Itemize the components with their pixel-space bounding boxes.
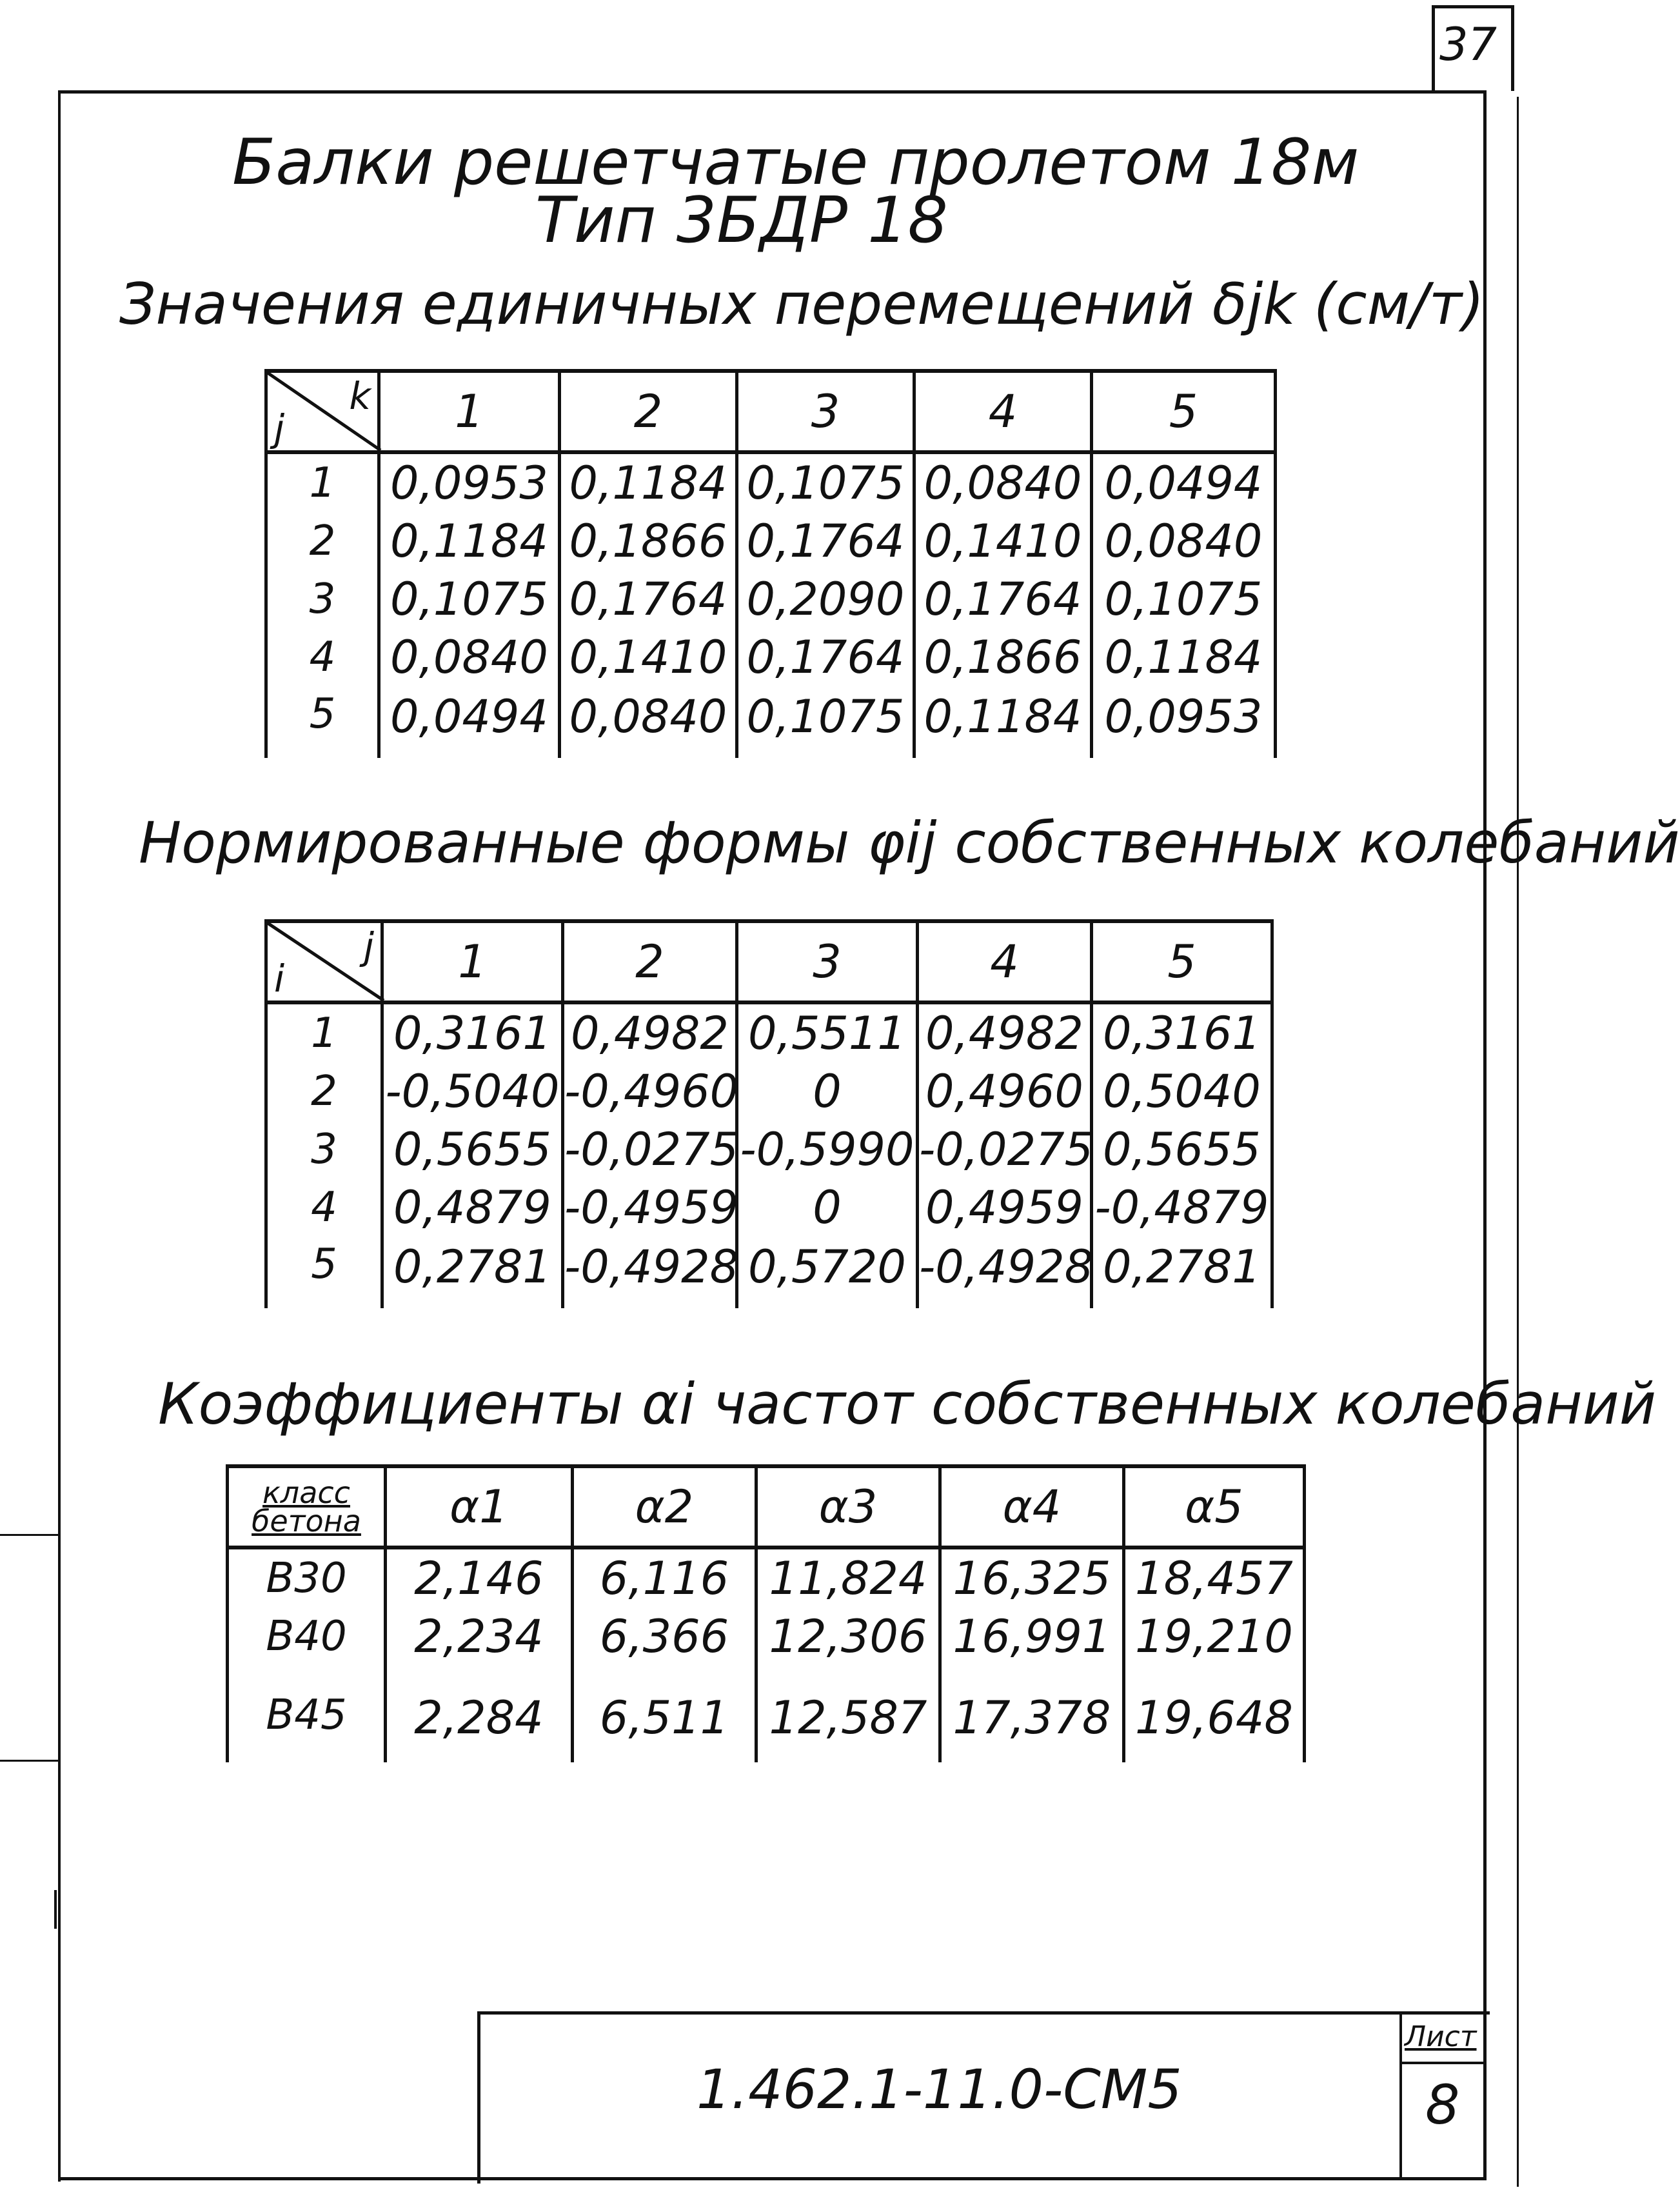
table2-corner-col-label: j <box>363 924 374 968</box>
table1-column-header: 1 <box>379 371 560 452</box>
table2-cell: 0,4982 <box>563 1002 737 1062</box>
table1-row-label: 4 <box>266 628 379 686</box>
table2-corner-cell <box>266 921 382 1002</box>
table-row <box>228 1666 1305 1762</box>
table1-cell: 0,1075 <box>737 686 914 758</box>
table2-cell: -0,0275 <box>563 1120 737 1179</box>
table-row <box>266 1120 1272 1179</box>
table3-cell: 6,366 <box>573 1608 756 1666</box>
table1-cell: 0,1075 <box>1092 570 1276 628</box>
table2-cell: 0,5511 <box>737 1002 918 1062</box>
sheet-label: Лист <box>1405 2020 1477 2053</box>
title-block-sheet-divider <box>1399 2062 1487 2064</box>
table2-cell: 0,4879 <box>382 1179 563 1237</box>
table2-cell: 0,4959 <box>918 1179 1092 1237</box>
table3-cell: 19,648 <box>1124 1666 1305 1762</box>
table3-column-header: α5 <box>1124 1466 1305 1548</box>
table1-cell: 0,1764 <box>914 570 1092 628</box>
concrete-class-header-line1: класс <box>262 1475 350 1510</box>
table2-cell: -0,5990 <box>737 1120 918 1179</box>
sheet-frame-right-edge <box>1483 90 1487 2180</box>
table1-cell: 0,1764 <box>560 570 737 628</box>
table1-column-header: 3 <box>737 371 914 452</box>
table-row <box>266 570 1276 628</box>
table1-row-label: 2 <box>266 512 379 570</box>
table1-cell: 0,1866 <box>914 628 1092 686</box>
table3-column-header: α1 <box>386 1466 573 1548</box>
table2-cell: -0,0275 <box>918 1120 1092 1179</box>
table2-cell: -0,4960 <box>563 1062 737 1120</box>
table1-cell: 0,0494 <box>1092 452 1276 512</box>
table2-column-header: 2 <box>563 921 737 1002</box>
table2-cell: 0,3161 <box>1092 1002 1272 1062</box>
table2-cell: -0,4879 <box>1092 1179 1272 1237</box>
table1-column-header: 4 <box>914 371 1092 452</box>
table3-row-label: В45 <box>228 1666 386 1762</box>
table2-row-label: 5 <box>266 1237 382 1308</box>
table2-cell: 0,2781 <box>1092 1237 1272 1308</box>
table1-corner-row-label: j <box>274 406 285 450</box>
table2-cell: 0,4982 <box>918 1002 1092 1062</box>
table3-cell: 2,234 <box>386 1608 573 1666</box>
table1-cell: 0,0840 <box>1092 512 1276 570</box>
table1-cell: 0,1075 <box>737 452 914 512</box>
page-title: Балки решетчатые пролетом 18м <box>232 126 1359 199</box>
table-row <box>266 628 1276 686</box>
table-row <box>266 1062 1272 1120</box>
table-row <box>266 1179 1272 1237</box>
table3-row-label: В30 <box>228 1548 386 1608</box>
sheet-frame-outer-edge <box>1517 97 1519 2187</box>
table2-cell: -0,4928 <box>918 1237 1092 1308</box>
table3-cell: 6,116 <box>573 1548 756 1608</box>
table1-cell: 0,1184 <box>914 686 1092 758</box>
table1-cell: 0,2090 <box>737 570 914 628</box>
table2-cell: 0,4960 <box>918 1062 1092 1120</box>
table1-cell: 0,0953 <box>379 452 560 512</box>
table1-cell: 0,1764 <box>737 628 914 686</box>
page-number: 37 <box>1439 18 1497 71</box>
table1-cell: 0,1410 <box>914 512 1092 570</box>
table1-row-label: 5 <box>266 686 379 758</box>
table1-row-label: 3 <box>266 570 379 628</box>
table3-column-header: α3 <box>756 1466 940 1548</box>
table2-row-label: 1 <box>266 1002 382 1062</box>
sheet-number: 8 <box>1425 2073 1460 2136</box>
table2-column-header: 3 <box>737 921 918 1002</box>
table3-cell: 17,378 <box>940 1666 1124 1762</box>
table2-cell: 0,2781 <box>382 1237 563 1308</box>
table1-cell: 0,1184 <box>1092 628 1276 686</box>
table3-cell: 16,325 <box>940 1548 1124 1608</box>
table2-column-header: 1 <box>382 921 563 1002</box>
table2-column-header: 5 <box>1092 921 1272 1002</box>
table2-cell: 0,5720 <box>737 1237 918 1308</box>
table2-column-header: 4 <box>918 921 1092 1002</box>
concrete-class-header <box>228 1466 386 1548</box>
table2-cell: 0,3161 <box>382 1002 563 1062</box>
frequency-coefficients-table <box>226 1464 1306 1762</box>
table1-cell: 0,1764 <box>737 512 914 570</box>
table1-heading: Значения единичных перемещений δjk (см/т) <box>119 271 1485 337</box>
table1-column-header: 5 <box>1092 371 1276 452</box>
table3-cell: 18,457 <box>1124 1548 1305 1608</box>
table2-cell: -0,5040 <box>382 1062 563 1120</box>
table2-cell: -0,4959 <box>563 1179 737 1237</box>
page-subtitle: Тип 3БДР 18 <box>535 184 948 257</box>
table3-cell: 2,284 <box>386 1666 573 1762</box>
table3-cell: 19,210 <box>1124 1608 1305 1666</box>
table2-cell: 0,5655 <box>382 1120 563 1179</box>
normalized-mode-shapes-table <box>264 919 1274 1308</box>
table1-cell: 0,1075 <box>379 570 560 628</box>
table-row <box>266 686 1276 758</box>
table2-cell: 0 <box>737 1062 918 1120</box>
table2-row-label: 4 <box>266 1179 382 1237</box>
table2-cell: 0,5040 <box>1092 1062 1272 1120</box>
binding-margin-strip <box>0 1534 58 2181</box>
binding-margin-mark <box>54 1890 57 1929</box>
table1-cell: 0,0840 <box>379 628 560 686</box>
table1-cell: 0,1410 <box>560 628 737 686</box>
table1-cell: 0,1184 <box>379 512 560 570</box>
table3-column-header: α2 <box>573 1466 756 1548</box>
table1-corner-cell <box>266 371 379 452</box>
title-block-divider <box>1399 2011 1402 2180</box>
table2-cell: 0 <box>737 1179 918 1237</box>
table3-cell: 16,991 <box>940 1608 1124 1666</box>
table3-column-header: α4 <box>940 1466 1124 1548</box>
table3-row-label: В40 <box>228 1608 386 1666</box>
table1-column-header: 2 <box>560 371 737 452</box>
table3-cell: 2,146 <box>386 1548 573 1608</box>
table2-cell: -0,4928 <box>563 1237 737 1308</box>
table1-cell: 0,1184 <box>560 452 737 512</box>
table1-corner-col-label: k <box>349 374 371 418</box>
unit-displacements-table <box>264 369 1277 758</box>
table3-cell: 11,824 <box>756 1548 940 1608</box>
table2-corner-row-label: i <box>274 957 285 1000</box>
table2-row-label: 3 <box>266 1120 382 1179</box>
table2-row-label: 2 <box>266 1062 382 1120</box>
table1-cell: 0,0840 <box>560 686 737 758</box>
table-row <box>228 1548 1305 1608</box>
table-row <box>266 1002 1272 1062</box>
table1-row-label: 1 <box>266 452 379 512</box>
concrete-class-header-line2: бетона <box>252 1504 361 1538</box>
table3-cell: 6,511 <box>573 1666 756 1762</box>
table-row <box>266 512 1276 570</box>
table3-cell: 12,587 <box>756 1666 940 1762</box>
document-code: 1.462.1-11.0-СМ5 <box>697 2058 1182 2121</box>
binding-margin-divider <box>0 1760 58 1762</box>
table1-cell: 0,0840 <box>914 452 1092 512</box>
table3-heading: Коэффициенты αi частот собственных колебаний <box>158 1371 1657 1437</box>
table2-heading: Нормированные формы φij собственных колебаний <box>139 810 1680 876</box>
table1-cell: 0,0494 <box>379 686 560 758</box>
table-row <box>266 1237 1272 1308</box>
table-row <box>228 1608 1305 1666</box>
table1-cell: 0,0953 <box>1092 686 1276 758</box>
table1-cell: 0,1866 <box>560 512 737 570</box>
table2-cell: 0,5655 <box>1092 1120 1272 1179</box>
table3-cell: 12,306 <box>756 1608 940 1666</box>
table-row <box>266 452 1276 512</box>
